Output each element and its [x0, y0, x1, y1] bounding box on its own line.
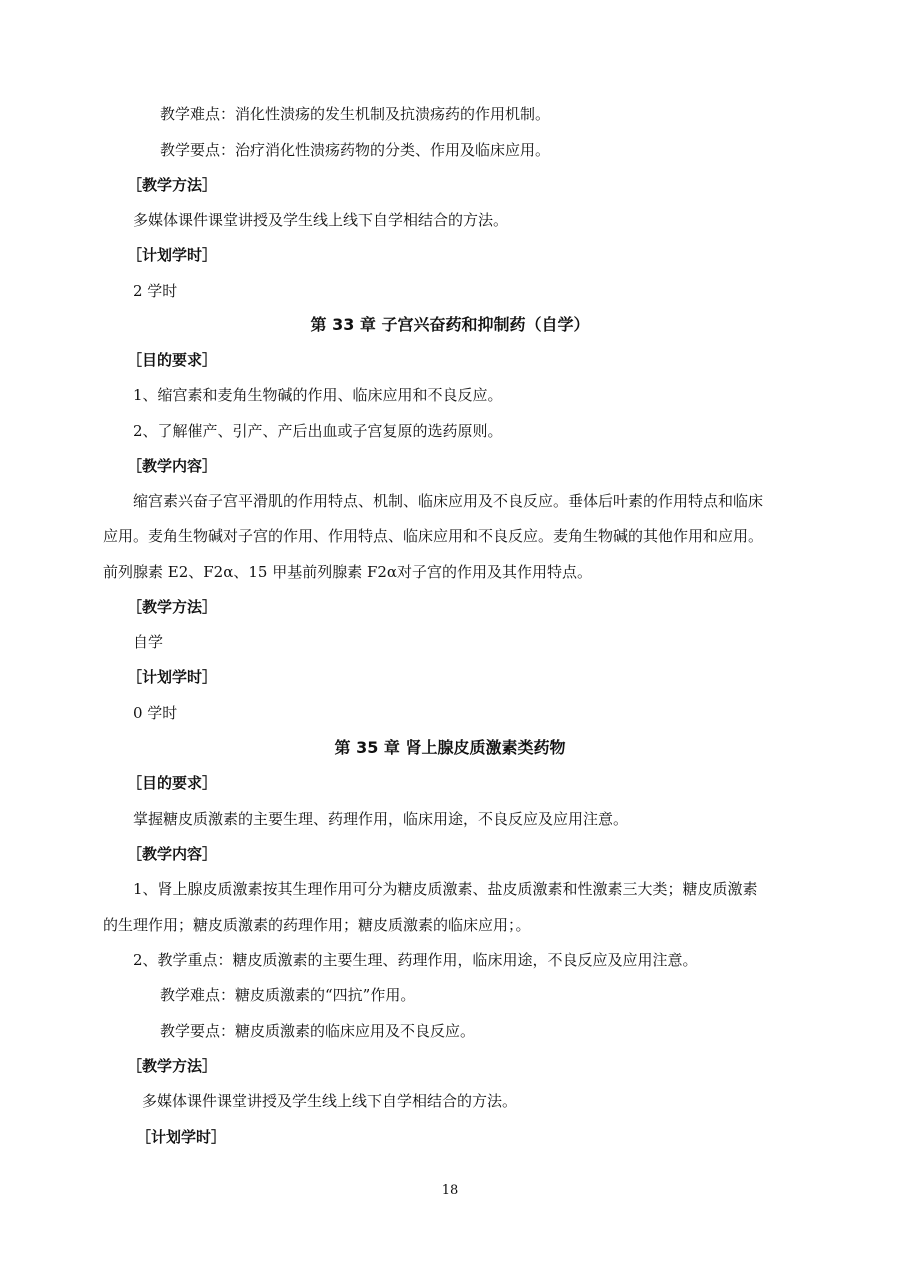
- ch35-method-heading: ［教学方法］: [127, 1057, 218, 1075]
- ch32-method-heading: ［教学方法］: [127, 176, 218, 194]
- page-number: 18: [441, 1183, 459, 1198]
- ch33-method-heading: ［教学方法］: [127, 598, 218, 616]
- ch35-hours-heading: ［计划学时］: [136, 1128, 227, 1146]
- ch35-method-text: 多媒体课件课堂讲授及学生线上线下自学相结合的方法。: [142, 1092, 518, 1110]
- ch33-hours-text: 0 学时: [133, 704, 178, 722]
- ch33-goal-2: 2、了解催产、引产、产后出血或子宫复原的选药原则。: [133, 422, 503, 440]
- ch33-goal-heading: ［目的要求］: [127, 351, 218, 369]
- ch33-goal-1: 1、缩宫素和麦角生物碱的作用、临床应用和不良反应。: [133, 386, 503, 404]
- ch35-goal-heading: ［目的要求］: [127, 774, 218, 792]
- ch33-title: 第 33 章 子宫兴奋药和抑制药（自学）: [310, 315, 590, 334]
- ch33-content-line-1: 缩宫素兴奋子宫平滑肌的作用特点、机制、临床应用及不良反应。垂体后叶素的作用特点和临床: [133, 492, 764, 510]
- ch32-hours-text: 2 学时: [133, 282, 178, 300]
- ch35-goal-text: 掌握糖皮质激素的主要生理、药理作用，临床用途，不良反应及应用注意。: [133, 810, 629, 828]
- ch33-method-text: 自学: [133, 633, 164, 651]
- ch32-key-points: 教学要点：治疗消化性溃疡药物的分类、作用及临床应用。: [160, 141, 551, 159]
- ch35-content-2: 2、教学重点：糖皮质激素的主要生理、药理作用，临床用途，不良反应及应用注意。: [133, 951, 698, 969]
- ch32-hours-heading: ［计划学时］: [127, 246, 218, 264]
- ch35-title: 第 35 章 肾上腺皮质激素类药物: [334, 738, 566, 757]
- ch33-content-heading: ［教学内容］: [127, 457, 218, 475]
- ch33-hours-heading: ［计划学时］: [127, 668, 218, 686]
- ch35-content-heading: ［教学内容］: [127, 845, 218, 863]
- ch33-content-line-2: 应用。麦角生物碱对子宫的作用、作用特点、临床应用和不良反应。麦角生物碱的其他作用和应用。: [103, 527, 764, 545]
- ch35-difficulty: 教学难点：糖皮质激素的“四抗”作用。: [160, 986, 416, 1004]
- ch33-content-line-3: 前列腺素 E2、F2α、15 甲基前列腺素 F2α对子宫的作用及其作用特点。: [103, 563, 593, 581]
- ch35-key-points: 教学要点：糖皮质激素的临床应用及不良反应。: [160, 1022, 476, 1040]
- ch32-difficulty: 教学难点：消化性溃疡的发生机制及抗溃疡药的作用机制。: [160, 105, 551, 123]
- ch32-method-text: 多媒体课件课堂讲授及学生线上线下自学相结合的方法。: [133, 211, 509, 229]
- ch35-content-1-line-2: 的生理作用；糖皮质激素的药理作用；糖皮质激素的临床应用；。: [103, 916, 531, 934]
- ch35-content-1-line-1: 1、肾上腺皮质激素按其生理作用可分为糖皮质激素、盐皮质激素和性激素三大类；糖皮质激素: [133, 880, 758, 898]
